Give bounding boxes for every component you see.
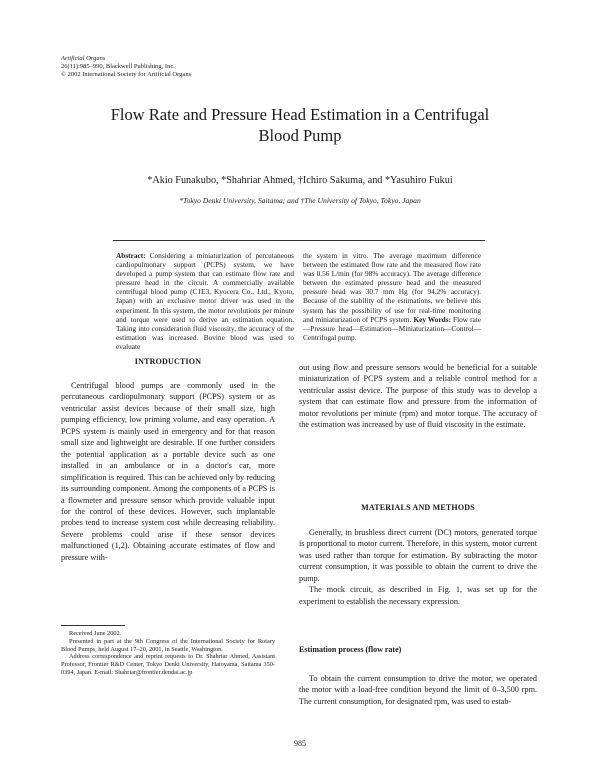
methods-paragraph-2: The mock circuit, as described in Fig. 1, was set up for the experiment to establish the necessary expression.	[299, 585, 537, 606]
footnote-rule	[61, 625, 125, 626]
keywords-label: Key Words:	[413, 314, 452, 324]
abstract-text-left: Considering a miniaturization of percutaneous cardiopulmonary support (PCPS) system, we have developed a pump system that can estimate flow rate and pressure head in the circuit. A commercially available centrifugal blood pump (C1E3, Kyocera Co., Ltd., Kyoto, Japan) with an exclusive motor driver was used in the experiment. In this system, the motor revolutions per minute and torque were used to derive an estimation equation. Taking into consideration fluid viscosity, the accuracy of the estimation was increased. Bovine blood was used to evaluate	[116, 251, 295, 351]
abstract-text-right: the system in vitro. The average maximum difference between the estimated flow rate and the measured flow rate was 0.56 L/min (for 98% accuracy). The average difference between the estimated pressure head and the measured pressure head was 30.7 mm Hg (for 94.2% accuracy). Because of the stability of the estimations, we believe this system has the possibility of use for real-time monitoring and miniaturization of PCPS system.	[303, 251, 481, 324]
footnote-presented: Presented in part at the 9th Congress of the International Society for Rotary Blood Pumps, held August 17–20, 2001, in Seattle, Washington.	[61, 637, 275, 653]
abstract-left-column	[116, 251, 294, 351]
footnotes	[61, 630, 275, 677]
keywords: Flow rate—Pressure head—Estimation—Miniaturization—Control—Centrifugal pump.	[303, 314, 482, 342]
intro-right-column	[299, 362, 537, 431]
estimation-subheading: Estimation process (flow rate)	[299, 645, 402, 654]
article-title	[40, 104, 560, 146]
intro-heading: INTRODUCTION	[134, 357, 202, 366]
journal-copyright: © 2002 International Society for Artificial Organs	[61, 71, 192, 79]
journal-volume: 26(11):985–990, Blackwell Publishing, Inc.	[61, 63, 175, 71]
footnote-received: Received June 2002.	[69, 630, 122, 637]
abstract-label: Abstract:	[116, 251, 146, 260]
page-number: 985	[294, 739, 306, 748]
methods-heading: MATERIALS AND METHODS	[361, 503, 475, 512]
methods-column	[299, 527, 537, 607]
journal-header	[61, 55, 191, 80]
abstract-right-column	[303, 251, 481, 342]
methods-paragraph-3: To obtain the current consumption to drive the motor, we operated the motor with a load-free condition beyond the limit of 0–3,500 rpm. The current consumption, for designated rpm, was used to estab-	[299, 674, 537, 706]
journal-name: Artificial Organs	[61, 55, 106, 62]
methods-paragraph-1: Generally, in brushless direct current (DC) motors, generated torque is proportional to motor current. Therefore, in this system, motor current was used rather than torque for estimation. By subtracting the motor current consumption, it was possible to obtain the current to drive the pump.	[299, 528, 537, 583]
footnote-address: Address correspondence and reprint requests to Dr. Shahriar Ahmed, Assistant Professor, Frontier R&D Center, Tokyo Denki University, Hatoyama, Saitama 350-0394, Japan. E-mail: Shahriar@frontier.dendai.ac.jp	[61, 653, 275, 676]
estimation-column	[299, 673, 537, 707]
abstract-rule	[113, 240, 485, 241]
affiliation: *Tokyo Denki University, Saitama; and †The University of Tokyo, Tokyo, Japan	[179, 196, 421, 205]
intro-paragraph-1: Centrifugal blood pumps are commonly used in the percutaneous cardiopulmonary support (PCPS) system or as ventricular assist devices because of their small size, high pumping efficiency, low priming volume, and easy operation. A PCPS system is mainly used in emergency and for that reason small size and lightweight are desirable. If one further considers the potential application as a portable device such as one installed in an ambulance or in a doctor's car, more simplification is required. This can be achieved only by reducing its surrounding component. Among the components of a PCPS is a flowmeter and pressure sensor which provide valuable input for the control of these devices. However, such implantable probes tend to increase system cost while decreasing reliability. Severe problems could arise if these sensor devices malfunctioned (1,2). Obtaining accurate estimates of flow and pressure with-	[61, 381, 275, 562]
intro-left-column	[61, 380, 275, 563]
title-line-1: Flow Rate and Pressure Head Estimation in a Centrifugal	[110, 105, 490, 124]
title-line-2: Blood Pump	[258, 126, 342, 145]
intro-paragraph-1-cont: out using flow and pressure sensors would be beneficial for a suitable miniaturization of PCPS system and a reliable control method for a ventricular assist device. The purpose of this study was to develop a system that can estimate flow and pressure from the information of motor revolutions per minute (rpm) and motor torque. The accuracy of the estimation was increased by use of fluid viscosity in the estimate.	[299, 363, 537, 430]
authors: *Akio Funakubo, *Shahriar Ahmed, †Ichiro Sakuma, and *Yasuhiro Fukui	[147, 175, 453, 186]
